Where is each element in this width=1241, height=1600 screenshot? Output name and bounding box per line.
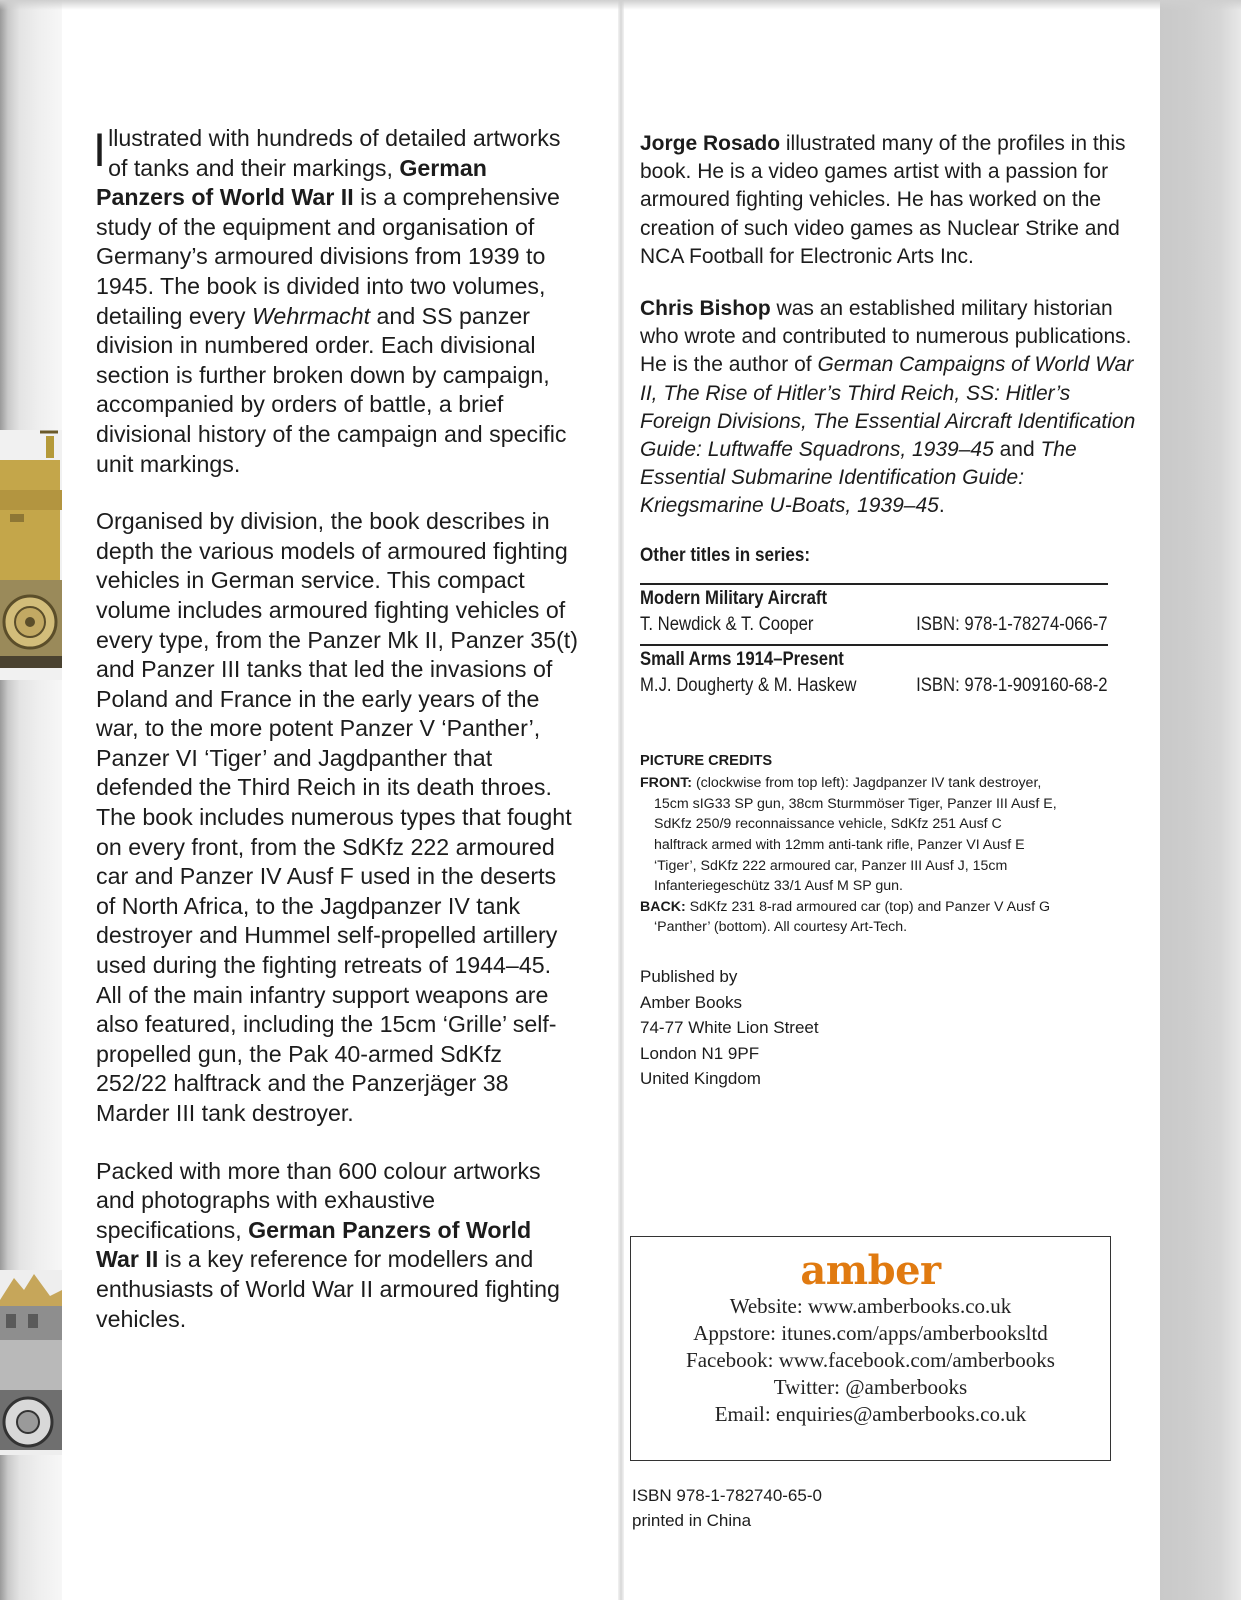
blurb-text: llustrated with hundreds of detailed artworks of tanks and their markings, [108,125,561,181]
blurb-text: is a key reference for modellers and enthusiasts of World War II armoured fighting vehicles. [96,1246,560,1332]
series-heading: Other titles in series: [640,544,811,566]
amber-logo: amber [800,1247,941,1294]
printed-in: printed in China [632,1511,752,1530]
book-title: German Panzers of World War II [96,1216,532,1273]
book-titles: German Campaigns of World War II, The Rise of Hitler’s Third Reich, SS: Hitler’s Foreign Divisions, The Essential Aircraft Identification Guide: Luftwaffe Squadrons, 1939–45 [640,353,1136,462]
tank-artwork-fragment [0,430,62,680]
series-isbn: ISBN: 978-1-909160-68-2 [916,674,1108,696]
illustrator-name: Jorge Rosado [640,132,781,155]
blurb-paragraph-1 [93,123,578,479]
series-title: Small Arms 1914–Present [640,648,844,670]
website-line: Website: www.amberbooks.co.uk [729,1294,1012,1318]
credits-text: ‘Tiger’, SdKfz 222 armoured car, Panzer III Ausf J, 15cm [654,857,1008,874]
credits-front-line [640,773,1140,794]
series-authors: M.J. Dougherty & M. Haskew [640,674,857,696]
book-titles: The Essential Submarine Identification Guide: Kriegsmarine U-Boats, 1939–45 [640,438,1077,518]
facebook-line: Facebook: www.facebook.com/amberbooks [686,1348,1055,1372]
tank-artwork-fragment [0,1270,62,1455]
series-item [640,644,1108,705]
bio-text: was an established military historian who wrote and contributed to numerous publications. He is the author of [640,297,1132,377]
isbn-footer [632,1483,822,1533]
info-column [640,130,1140,1092]
credits-text: 15cm sIG33 SP gun, 38cm Sturmmöser Tiger, Panzer III Ausf E, [654,795,1057,812]
bio-text: and [993,438,1041,462]
publisher-line: Published by [640,966,738,986]
blurb-text: Packed with more than 600 colour artworks and photographs with exhaustive specifications, [96,1157,541,1243]
blurb-paragraph-3 [96,1157,578,1335]
illustrator-bio [640,130,1140,271]
blurb-text: is a comprehensive study of the equipment and organisation of Germany’s armoured divisions from 1939 to 1945. The book is divided into two volumes, detailing every [96,184,560,329]
blurb-text: and SS panzer division in numbered order. Each divisional section is further broken down by campaign, accompanied by orders of battle, a brief divisional history of the campaign and specific unit markings. [96,302,567,477]
credits-text: halftrack armed with 12mm anti-tank rifle, Panzer VI Ausf E [654,837,1025,854]
bio-text: illustrated many of the profiles in this book. He is a video games artist with a passion for armoured fighting vehicles. He has worked on the creation of such video games as Nuclear Strike and NCA Football for Electronic Arts Inc. [640,132,1126,268]
blurb-paragraph-2: Organised by division, the book describes in depth the various models of armoured fighting vehicles in German service. This compact volume includes armoured fighting vehicles of every type, from the Panzer Mk II, Panzer 35(t) and Panzer III tanks that led the invasions of Poland and France in the early years of the war, to the more potent Panzer V ‘Panther’, Panzer VI ‘Tiger’ and Jagdpanther that defended the Third Reich in its death throes. The book includes numerous types that fought on every front, from the SdKfz 222 armoured car and Panzer IV Ausf F used in the deserts of North Africa, to the Jagdpanzer IV tank destroyer and Hummel self-propelled artillery used during the fighting retreats of 1944–45. All of the main infantry support weapons are also featured, including the 15cm ‘Grille’ self-propelled gun, the Pak 40-armed SdKfz 252/22 halftrack and the Panzerjäger 38 Marder III tank destroyer. [96,508,578,1126]
top-shadow [0,0,1241,10]
credits-text: SdKfz 250/9 reconnaissance vehicle, SdKfz 251 Ausf C [654,816,1002,833]
series-title: Modern Military Aircraft [640,587,828,609]
italic-term: Wehrmacht [251,302,371,329]
credits-text: (clockwise from top left): Jagdpanzer IV tank destroyer, [692,775,1042,792]
twitter-line: Twitter: @amberbooks [773,1375,968,1399]
book-spine-gutter [618,0,624,1600]
author-bio [640,295,1140,521]
credits-back-line [640,897,1140,918]
credits-text: SdKfz 231 8-rad armoured car (top) and Panzer V Ausf G [685,898,1051,915]
series-item [640,583,1108,644]
credits-text: Infanteriegeschütz 33/1 Ausf M SP gun. [654,878,903,895]
book-title: German Panzers of World War II [96,154,487,211]
credits-back-label: BACK: [640,898,686,915]
author-name: Chris Bishop [640,297,771,321]
blurb-column [93,123,578,1362]
publisher-line: United Kingdom [640,1069,761,1089]
appstore-line: Appstore: itunes.com/apps/amberbooksltd [693,1321,1048,1345]
publisher-line: Amber Books [640,992,743,1012]
publisher-line: London N1 9PF [640,1043,760,1063]
publisher-contact-box [630,1236,1111,1461]
credits-heading: PICTURE CREDITS [640,752,773,769]
email-line: Email: enquiries@amberbooks.co.uk [714,1402,1027,1426]
drop-cap: I [93,123,107,176]
page-stack-right-edge [1160,0,1241,1600]
credits-front-label: FRONT: [640,775,693,792]
series-authors: T. Newdick & T. Cooper [640,613,814,635]
publisher-line: 74-77 White Lion Street [640,1018,819,1038]
isbn: ISBN 978-1-782740-65-0 [632,1486,822,1505]
series-isbn: ISBN: 978-1-78274-066-7 [916,613,1108,635]
picture-credits [640,751,1140,938]
credits-text: ‘Panther’ (bottom). All courtesy Art-Tech. [654,919,908,936]
bio-text: . [938,494,945,518]
publisher-address [640,964,1140,1092]
